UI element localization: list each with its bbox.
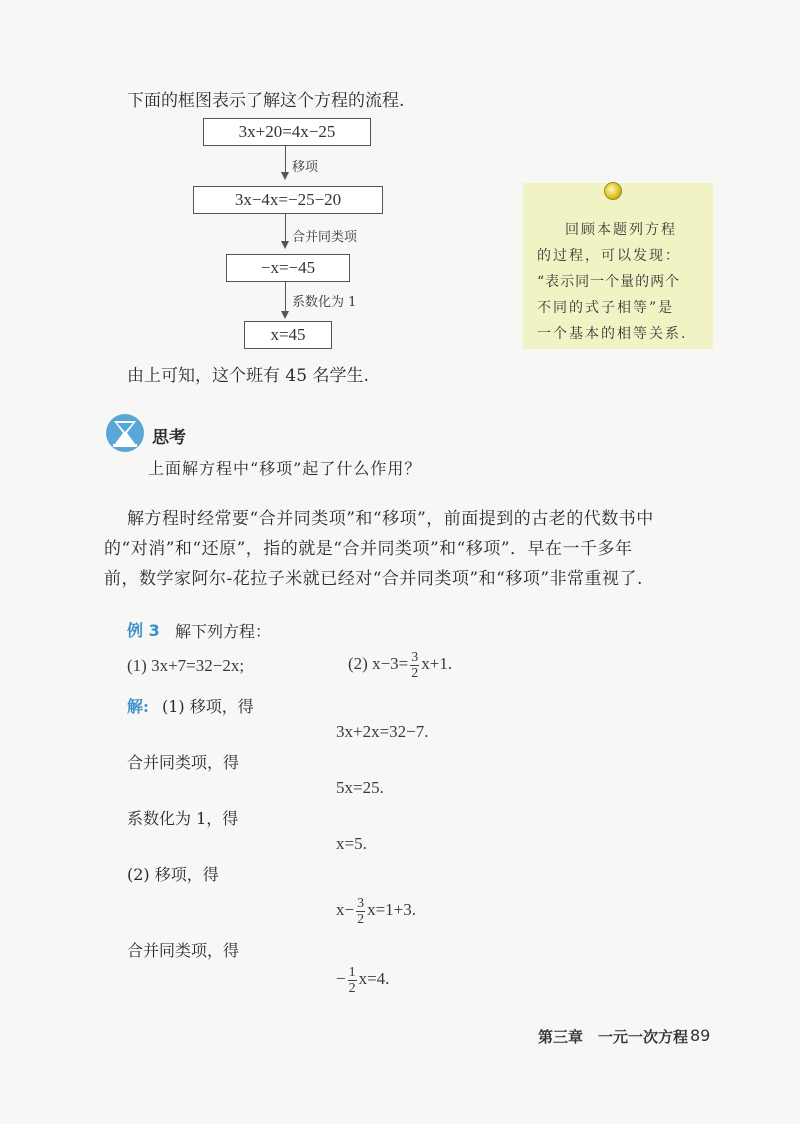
flow-arrow-3: [285, 282, 286, 311]
solution-step-1: (1) 移项，得: [162, 697, 254, 716]
example-number: 例 3: [127, 621, 160, 640]
solution-eq-3: x=5.: [336, 834, 367, 853]
note-line: “表示同一个量的两个: [537, 274, 681, 290]
solution-label: 解:: [127, 697, 149, 716]
fraction: $\frac{3}{2}$: [411, 649, 419, 681]
arrow-down-icon: [281, 172, 289, 180]
fraction: $\frac{3}{2}$: [357, 895, 365, 927]
margin-note: [523, 183, 713, 349]
flow-box-1: 3x+20=4x−25: [203, 118, 371, 146]
paragraph-line-2: 的“对消”和“还原”，指的就是“合并同类项”和“移项”．早在一千多年: [104, 539, 633, 559]
solution-step-3: 系数化为 1，得: [127, 809, 239, 828]
note-line: 的过程，可以发现：: [537, 248, 681, 264]
note-line: 不同的式子相等”是: [537, 300, 675, 316]
paragraph-line-1: 解方程时经常要“合并同类项”和“移项”，前面提到的古老的代数书中: [127, 509, 654, 529]
solution-step-4: (2) 移项，得: [127, 865, 219, 884]
page-number: 89: [690, 1026, 711, 1045]
example-label: [127, 618, 160, 641]
paragraph-line-3: 前，数学家阿尔-花拉子米就已经对“合并同类项”和“移项”非常重视了.: [104, 569, 643, 589]
solution-eq-1: 3x+2x=32−7.: [336, 722, 429, 741]
flow-arrow-2: [285, 214, 286, 241]
arrow-down-icon: [281, 241, 289, 249]
solution-eq-5: − $\frac{1}{2}$ x=4.: [336, 964, 390, 996]
think-question: 上面解方程中“移项”起了什么作用？: [148, 459, 422, 478]
problem-2: [348, 647, 452, 681]
solution-step-2: 合并同类项，得: [127, 753, 240, 772]
flow-box-3: −x=−45: [226, 254, 350, 282]
solution-eq-2: 5x=25.: [336, 778, 384, 797]
conclusion-text: 由上可知，这个班有 45 名学生.: [127, 366, 369, 386]
fraction: $\frac{1}{2}$: [348, 964, 356, 996]
arrow-down-icon: [281, 311, 289, 319]
flow-box-4: x=45: [244, 321, 332, 349]
think-icon: [105, 413, 145, 453]
problem-1: (1) 3x+7=32−2x;: [127, 656, 245, 675]
flow-step-1: 移项: [292, 160, 319, 175]
flow-step-3: 系数化为 1: [292, 295, 357, 310]
note-line: 回顾本题列方程: [565, 222, 677, 238]
chapter-footer: 第三章 一元一次方程: [538, 1028, 689, 1046]
problem-2-suffix: x+1.: [421, 654, 453, 673]
pin-icon: [604, 182, 622, 200]
solution-eq-4: x− $\frac{3}{2}$ x=1+3.: [336, 895, 417, 927]
flow-box-2: 3x−4x=−25−20: [193, 186, 383, 214]
flow-arrow-1: [285, 146, 286, 172]
think-title: 思考: [152, 428, 186, 448]
intro-text: 下面的框图表示了解这个方程的流程.: [127, 91, 405, 111]
flow-step-2: 合并同类项: [292, 230, 358, 245]
note-line: 一个基本的相等关系.: [537, 326, 688, 342]
problem-2-prefix: (2) x−3=: [348, 654, 409, 673]
solution-step-5: 合并同类项，得: [127, 941, 240, 960]
example-instruction: 解下列方程：: [175, 622, 272, 641]
